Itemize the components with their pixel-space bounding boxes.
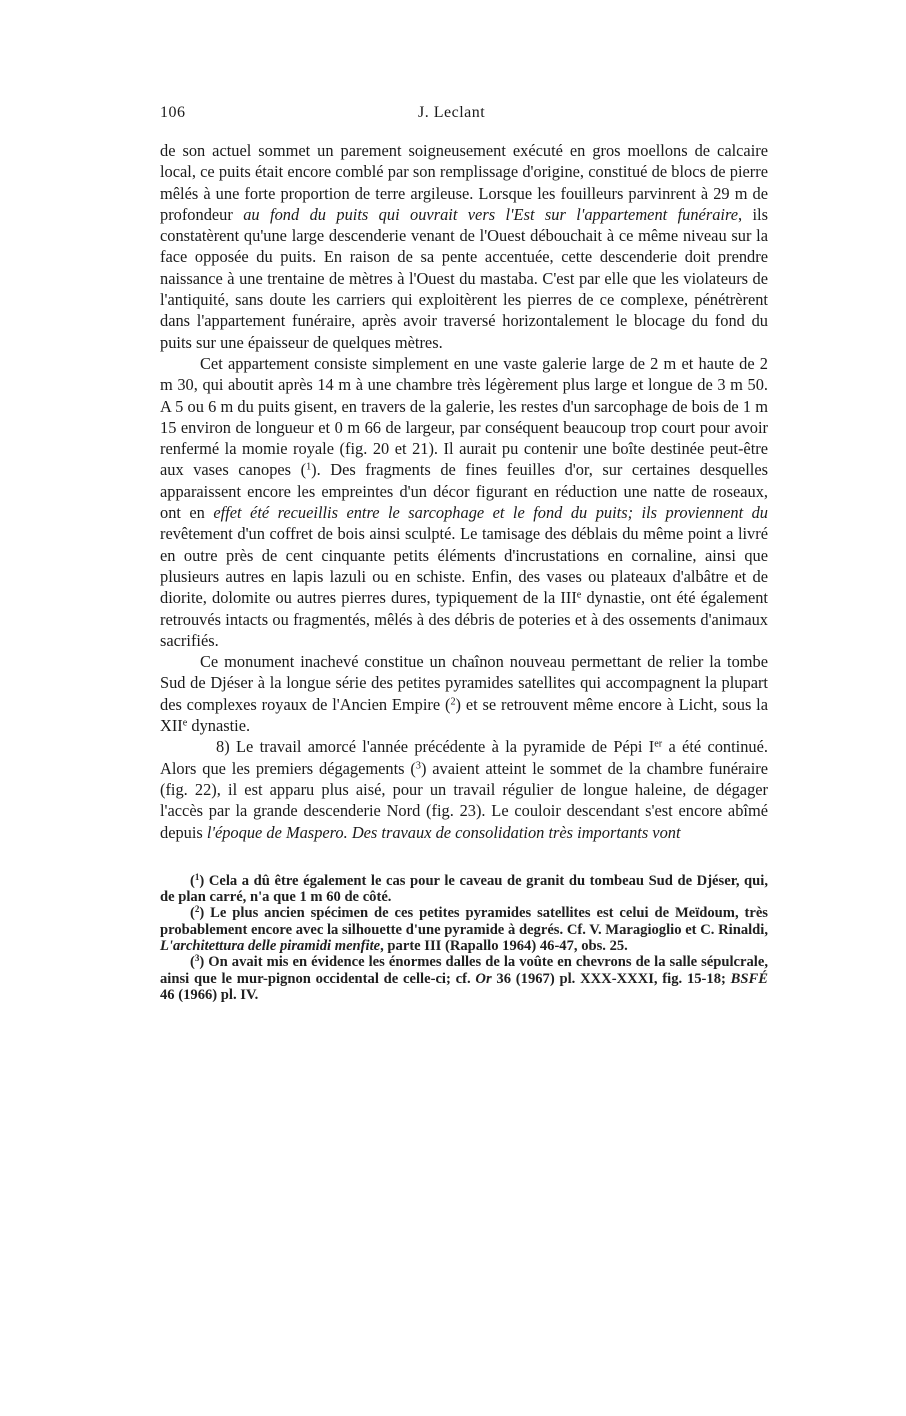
footnote-marker: 1 [194,871,200,882]
text-span: 8) Le travail amorcé l'année précédente à la pyramide de Pépi I [216,737,655,757]
text-span: On avait mis en évidence les énormes dalles de la voûte en chevrons de la salle sépulcrale, ainsi que le mur-pignon occidental de celle-ci; cf. [160,954,768,987]
text-span: Le plus ancien spécimen de ces petites pyramides satellites est celui de Meïdoum, très probablement encore avec la silhouette d'une pyramide à degrés. Cf. V. Maragioglio et C. Rinaldi, [160,905,768,938]
page-content [160,104,768,1003]
text-span: 36 (1967) pl. XXX-XXXI, fig. 15-18; [491,970,731,987]
text-span: dynastie. [187,716,251,736]
text-span: ) et se retrouvent même encore à Licht, sous la XII [160,694,768,736]
running-header [160,104,768,128]
footnote-ref-1[interactable]: 1 [306,461,312,473]
superscript: e [576,589,582,601]
italic-span: L'architettura delle piramidi menfite [160,937,381,954]
text-span: Ce monument inachevé constitue un chaînon nouveau permettant de relier la tombe Sud de Djéser à la longue série des petites pyramides satellites qui accompagnent la plupart des complexes royaux de l'Ancien Empire ( [160,652,768,714]
paragraph-2 [160,353,768,651]
text-span: de son actuel sommet un parement soigneusement exécuté en gros moellons de calcaire local, ce puits était encore comblé par son remplissage d'origine, constitué de blocs de pierre mêlés à une forte proportion de terre argileuse. Lorsque les fouilleurs parvinrent à 29 m de profondeur [160,141,768,224]
footnote-2: ($^2$) Le plus ancien spécimen de ces petites pyramides satellites est celui de Meïdoum, très probablement encore avec la silhouette d'une pyramide à degrés. Cf. V. Maragioglio et C. Rinaldi, L'architettura delle piramidi menfite, parte III (Rapallo 1964) 46-47, obs. 25. [160,904,768,954]
paragraph-3 [160,651,768,736]
italic-span: BSFÉ [730,970,768,987]
italic-span: au fond du puits qui ouvrait vers l'Est sur l'appartement funéraire [243,204,738,224]
running-title: J. Leclant [418,104,486,121]
italic-span: Or [475,970,492,987]
text-span: ) avaient atteint le sommet de la chambre funéraire (fig. 22), il est apparu plus aisé, pour un travail régulier de longue haleine, de dégager l'accès par la grande descenderie Nord (fig. 23). Le couloir descendant s'est encore abîmé depuis [160,758,768,842]
footnote-marker: 3 [194,953,200,964]
footnote-ref-2[interactable]: 2 [450,696,456,708]
text-span: a été continué. Alors que les premiers dégagements ( [160,737,768,778]
superscript: e [182,717,188,729]
footnote-marker: 2 [194,904,200,915]
page-number: 106 [160,104,186,121]
italic-span: l'époque de Maspero. Des travaux de consolidation très importants vont [206,822,681,842]
paragraph-4 [160,736,768,842]
text-span: dynastie, ont été également retrouvés intacts ou fragmentés, mêlés à des débris de poteries et à des ossements d'animaux sacrifiés. [160,588,768,650]
footnote-1: ($^1$) Cela a dû être également le cas pour le caveau de granit du tombeau Sud de Djéser, qui, de plan carré, n'a que 1 m 60 de côté. [160,871,768,906]
footnote-3: ($^3$) On avait mis en évidence les énormes dalles de la voûte en chevrons de la salle sépulcrale, ainsi que le mur-pignon occidental de celle-ci; cf. Or 36 (1967) pl. XXX-XXXI, fig. 15-18; BSFÉ 46 (1966) pl. IV. [160,953,768,1003]
superscript: er [654,738,663,750]
text-span: Cet appartement consiste simplement en une vaste galerie large de 2 m et haute de 2 m 30, qui aboutit après 14 m à une chambre très légèrement plus large et longue de 3 m 50. A 5 ou 6 m du puits gisent, en travers de la galerie, les restes d'un sarcophage de bois de 1 m 15 environ de longueur et 0 m 66 de largeur, par conséquent beaucoup trop court pour avoir renfermé la momie royale (fig. 20 et 21). Il aurait pu contenir une boîte destinée peut-être aux vases canopes ( [160,353,768,480]
footnote-ref-3[interactable]: 3 [415,760,421,772]
footnotes [160,873,768,1003]
text-span: Cela a dû être également le cas pour le caveau de granit du tombeau Sud de Djéser, qui, de plan carré, n'a que 1 m 60 de côté. [160,872,768,906]
text-span: , parte III (Rapallo 1964) 46-47, obs. 25. [380,937,628,954]
text-span: 46 (1966) pl. IV. [160,986,259,1003]
text-span: ). Des fragments de fines feuilles d'or, sur certaines desquelles apparaissent encore les empreintes d'un décor figurant en réduction une natte de roseaux, ont en [160,460,768,523]
italic-span: effet été recueillis entre le sarcophage et le fond du puits; ils proviennent du [213,503,768,523]
text-span: , ils constatèrent qu'une large descenderie venant de l'Ouest débouchait à ce même niveau sur la face opposée du puits. En raison de sa pente accentuée, cette descenderie doit prendre naissance à une trentaine de mètres à l'Ouest du mastaba. C'est par elle que les violateurs de l'antiquité, sans doute les carriers qui exploitèrent les pierres de ce complexe, pénétrèrent dans l'appartement funéraire, après avoir traversé horizontalement le blocage du fond du puits sur une épaisseur de quelques mètres. [160,204,768,352]
paragraph-1 [160,140,768,353]
text-span: revêtement d'un coffret de bois ainsi sculpté. Le tamisage des déblais du même point a livré en outre près de cent cinquante petits éléments d'incrustations en cornaline, ainsi que plusieurs autres en lapis lazuli ou en schiste. Enfin, des vases ou plateaux d'albâtre et de diorite, dolomite ou autres pierres dures, typiquement de la III [160,524,768,608]
main-text [160,140,768,843]
